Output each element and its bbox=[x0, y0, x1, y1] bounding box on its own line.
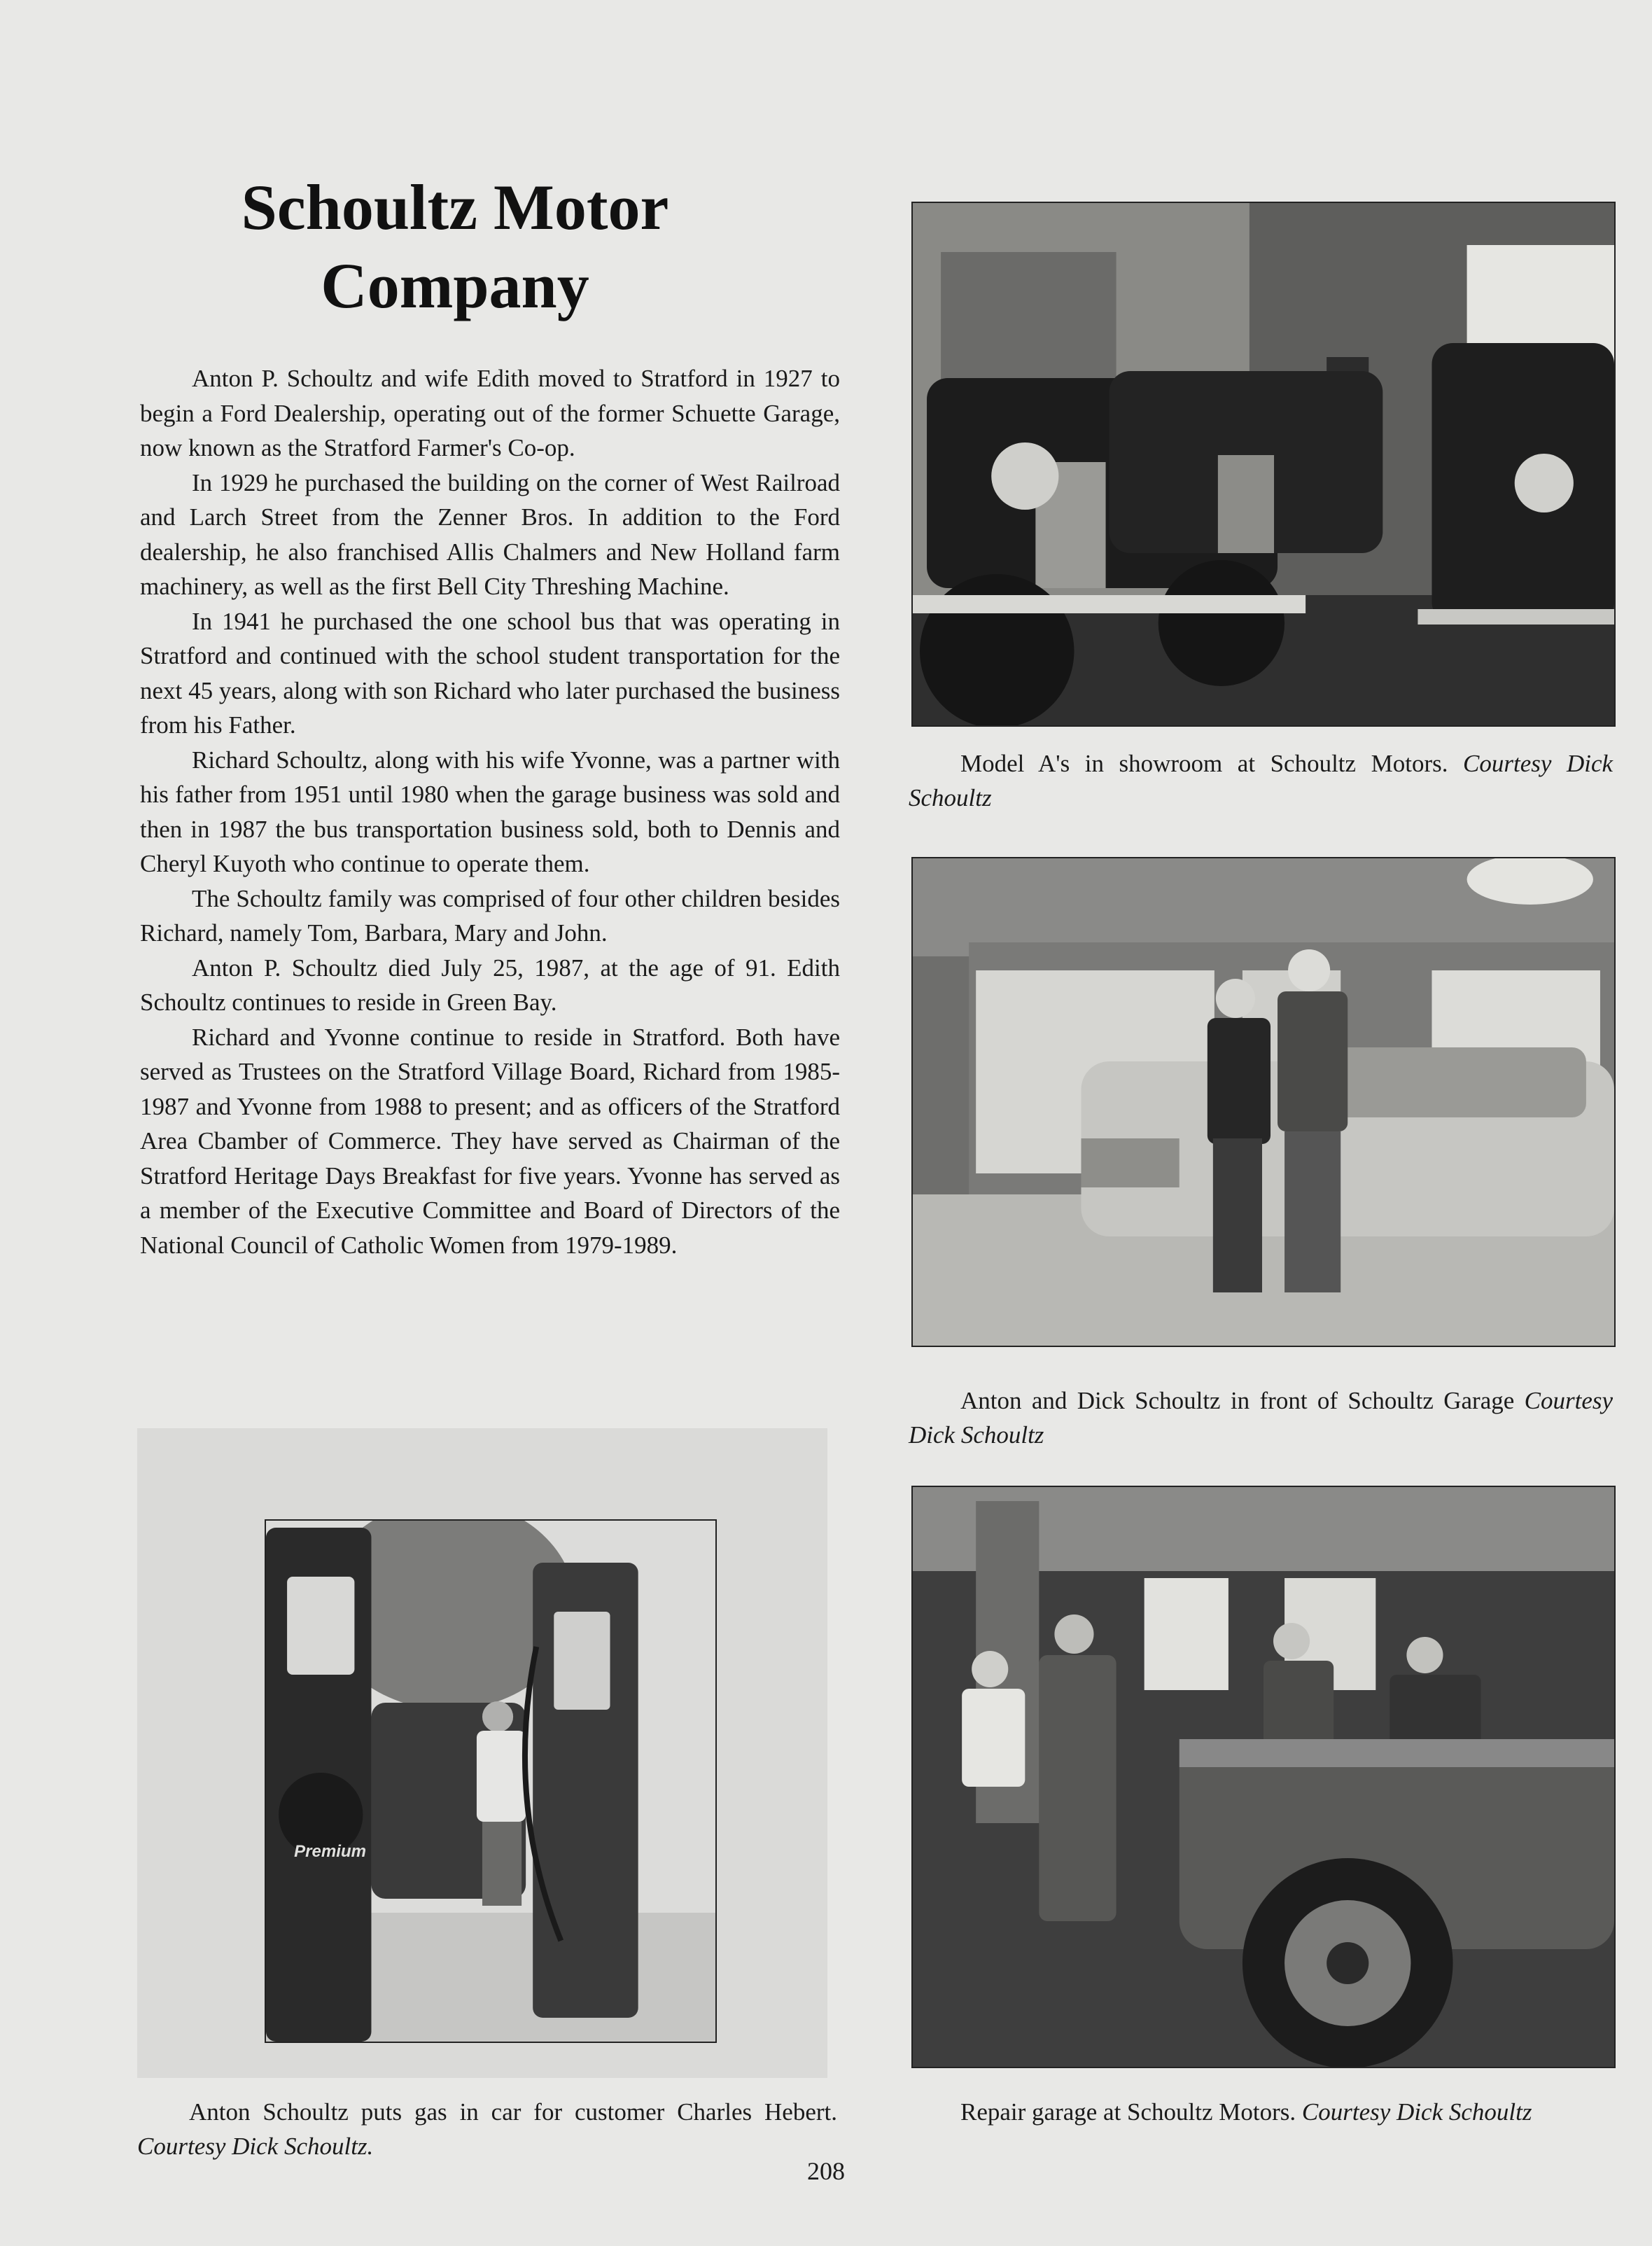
paragraph: In 1941 he purchased the one school bus that was operating in Stratford and continued with the school student transportation for the next 45 years, along with son Richard who later purchased the business from his Father. bbox=[140, 607, 840, 739]
photo-gas-pump bbox=[265, 1519, 717, 2043]
pump-brand-label: Premium bbox=[294, 1842, 367, 1861]
caption-credit: Courtesy Dick Schoultz. bbox=[137, 2133, 374, 2160]
caption-text: Repair garage at Schoultz Motors. bbox=[960, 2098, 1296, 2126]
caption-text: Anton and Dick Schoultz in front of Schoultz Garage bbox=[960, 1387, 1515, 1414]
caption-credit: Courtesy Dick Schoultz bbox=[909, 750, 1614, 811]
page-title bbox=[140, 168, 770, 325]
showroom-photo-art bbox=[913, 203, 1614, 725]
paragraph: Anton P. Schoultz and wife Edith moved to Stratford in 1927 to begin a Ford Dealership, operating out of the former Schuette Garage, now known as the Stratford Farmer's Co-op. bbox=[140, 365, 840, 461]
photo-garage-front bbox=[911, 857, 1616, 1347]
paragraph: The Schoultz family was comprised of four other children besides Richard, namely Tom, Barbara, Mary and John. bbox=[140, 884, 840, 947]
caption-text: Anton Schoultz puts gas in car for customer Charles Hebert. bbox=[189, 2098, 837, 2126]
paragraph: Anton P. Schoultz died July 25, 1987, at the age of 91. Edith Schoultz continues to reside in Green Bay. bbox=[140, 954, 840, 1016]
caption-text: Model A's in showroom at Schoultz Motors. bbox=[960, 750, 1448, 777]
paragraph: Richard and Yvonne continue to reside in Stratford. Both have served as Trustees on the Stratford Village Board, Richard from 1985-1987 and Yvonne from 1988 to present; and as officers of the Stratford Area Cbamber of Commerce. They have served as Chairman of the Stratford Heritage Days Breakfast for five years. Yvonne has served as a member of the Executive Committee and Board of Directors of the National Council of Catholic Women from 1979-1989. bbox=[140, 1023, 840, 1259]
caption-showroom bbox=[909, 746, 1613, 815]
caption-credit: Courtesy Dick Schoultz bbox=[1301, 2098, 1532, 2126]
garage-front-photo-art bbox=[913, 858, 1614, 1346]
article-body bbox=[140, 361, 840, 1262]
caption-garage-front bbox=[909, 1383, 1613, 1452]
title-line-1: Schoultz Motor bbox=[241, 172, 669, 243]
page-number: 208 bbox=[807, 2157, 845, 2185]
photo-showroom bbox=[911, 202, 1616, 727]
caption-gas-pump bbox=[137, 2095, 837, 2163]
paragraph: In 1929 he purchased the building on the corner of West Railroad and Larch Street from the Zenner Bros. In addition to the Ford dealership, he also franchised Allis Chalmers and New Holland farm machinery, as well as the first Bell City Threshing Machine. bbox=[140, 468, 840, 600]
title-line-2: Company bbox=[321, 250, 589, 321]
paragraph: Richard Schoultz, along with his wife Yvonne, was a partner with his father from 1951 until 1980 when the garage business was sold and then in 1987 the bus transportation business sold, both to Dennis and Cheryl Kuyoth who continue to operate them. bbox=[140, 746, 840, 877]
photo-repair-garage bbox=[911, 1486, 1616, 2068]
caption-credit: Courtesy Dick Schoultz bbox=[909, 1387, 1614, 1449]
caption-repair bbox=[909, 2095, 1613, 2129]
repair-garage-photo-art bbox=[913, 1487, 1614, 2067]
gas-pump-photo-art bbox=[266, 1521, 715, 2042]
